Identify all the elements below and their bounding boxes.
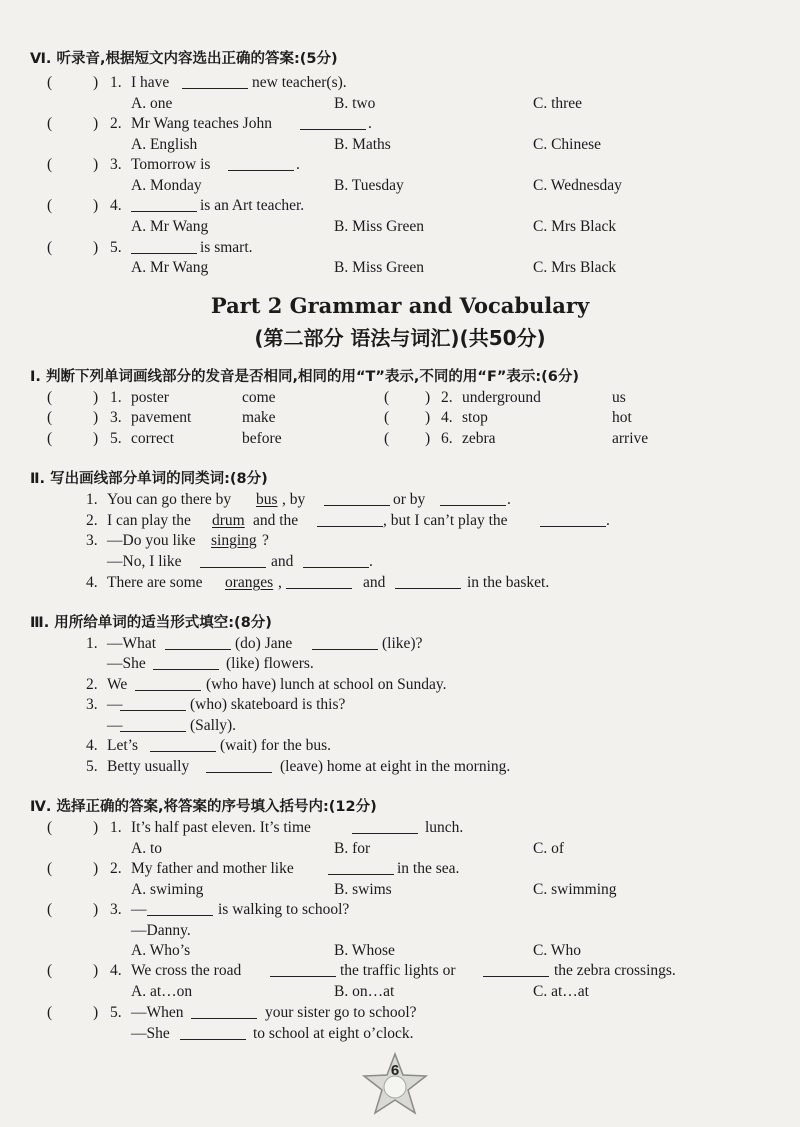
- answer-blank[interactable]: [303, 553, 369, 568]
- answer-blank[interactable]: [120, 717, 186, 732]
- s6-q3-options: A. Monday B. Tuesday C. Wednesday: [131, 177, 622, 194]
- s4-q1: ( ) 1. It’s half past eleven. It’s time lunch.: [47, 819, 464, 836]
- s4-q4-options: A. at…on B. on…at C. at…at: [131, 983, 589, 1000]
- s2-line-4: —No, I like and .: [107, 553, 373, 570]
- s2-line-1: 1. You can go there by bus , by or by .: [86, 491, 511, 508]
- answer-blank[interactable]: [182, 74, 248, 89]
- answer-blank[interactable]: [180, 1025, 246, 1040]
- answer-blank[interactable]: [200, 553, 266, 568]
- answer-blank[interactable]: [131, 197, 197, 212]
- s6-q5: ( ) 5. is smart.: [47, 239, 253, 256]
- s6-q2-options: A. English B. Maths C. Chinese: [131, 136, 602, 153]
- s2-line-2: 2. I can play the drum and the , but I can’t play the .: [86, 512, 610, 529]
- s1-row-3: ( ) 5. correct before ( ) 6. zebra arrive: [47, 430, 649, 447]
- answer-blank[interactable]: [165, 635, 231, 650]
- s6-q5-options: A. Mr Wang B. Miss Green C. Mrs Black: [131, 259, 617, 276]
- s3-line-3: 2. We (who have) lunch at school on Sunday.: [86, 676, 447, 693]
- answer-blank[interactable]: [191, 1004, 257, 1019]
- answer-blank[interactable]: [483, 962, 549, 977]
- s4-q3-reply: —Danny.: [131, 922, 191, 939]
- section-2-header: Ⅱ. 写出画线部分单词的同类词:(8分): [30, 471, 268, 487]
- s2-line-3: 3. —Do you like singing ?: [86, 532, 269, 549]
- s1-row-1: ( ) 1. poster come ( ) 2. underground us: [47, 389, 626, 406]
- s6-q1-options: A. one B. two C. three: [131, 95, 583, 112]
- s3-line-2: —She (like) flowers.: [107, 655, 314, 672]
- s6-q4: ( ) 4. is an Art teacher.: [47, 197, 305, 214]
- answer-blank[interactable]: [147, 901, 213, 916]
- answer-blank[interactable]: [131, 239, 197, 254]
- s3-line-7: 5. Betty usually (leave) home at eight in the morning.: [86, 758, 511, 775]
- answer-blank[interactable]: [150, 737, 216, 752]
- answer-blank[interactable]: [153, 655, 219, 670]
- s4-q4: ( ) 4. We cross the road the traffic lights or the zebra crossings.: [47, 962, 676, 979]
- answer-blank[interactable]: [206, 758, 272, 773]
- s4-q2: ( ) 2. My father and mother like in the sea.: [47, 860, 460, 877]
- s2-line-5: 4. There are some oranges , and in the basket.: [86, 574, 550, 591]
- s6-q2: ( ) 2. Mr Wang teaches John .: [47, 115, 372, 132]
- answer-blank[interactable]: [270, 962, 336, 977]
- page-number-star-icon: [360, 1050, 430, 1120]
- s3-line-1: 1. —What (do) Jane (like)?: [86, 635, 423, 652]
- section-6-header: Ⅵ. 听录音,根据短文内容选出正确的答案:(5分): [30, 51, 338, 67]
- s4-q5: ( ) 5. —When your sister go to school?: [47, 1004, 417, 1021]
- s4-q3-options: A. Who’s B. Whose C. Who: [131, 942, 581, 959]
- s4-q3: ( ) 3. — is walking to school?: [47, 901, 350, 918]
- answer-blank[interactable]: [395, 574, 461, 589]
- answer-blank[interactable]: [286, 574, 352, 589]
- part2-subtitle: (第二部分 语法与词汇)(共50分): [254, 326, 546, 350]
- section-3-header: Ⅲ. 用所给单词的适当形式填空:(8分): [30, 615, 272, 631]
- page-number: 6: [390, 1062, 400, 1079]
- s3-line-5: — (Sally).: [107, 717, 237, 734]
- answer-blank[interactable]: [324, 491, 390, 506]
- answer-blank[interactable]: [317, 512, 383, 527]
- answer-blank[interactable]: [135, 676, 201, 691]
- answer-blank[interactable]: [440, 491, 506, 506]
- answer-blank[interactable]: [540, 512, 606, 527]
- section-1-header: Ⅰ. 判断下列单词画线部分的发音是否相同,相同的用“T”表示,不同的用“F”表示:(6分): [30, 369, 580, 385]
- s4-q5-reply: —She to school at eight o’clock.: [131, 1025, 414, 1042]
- s4-q1-options: A. to B. for C. of: [131, 840, 564, 857]
- s1-row-2: ( ) 3. pavement make ( ) 4. stop hot: [47, 409, 632, 426]
- answer-blank[interactable]: [352, 819, 418, 834]
- answer-blank[interactable]: [120, 696, 186, 711]
- s3-line-4: 3. — (who) skateboard is this?: [86, 696, 346, 713]
- s6-q4-options: A. Mr Wang B. Miss Green C. Mrs Black: [131, 218, 617, 235]
- answer-blank[interactable]: [328, 860, 394, 875]
- part2-title: Part 2 Grammar and Vocabulary: [210, 293, 590, 318]
- s3-line-6: 4. Let’s (wait) for the bus.: [86, 737, 332, 754]
- s6-q3: ( ) 3. Tomorrow is .: [47, 156, 300, 173]
- s6-q1: ( ) 1. I have new teacher(s).: [47, 74, 347, 91]
- section-4-header: Ⅳ. 选择正确的答案,将答案的序号填入括号内:(12分): [30, 799, 377, 815]
- s4-q2-options: A. swiming B. swims C. swimming: [131, 881, 617, 898]
- answer-blank[interactable]: [300, 115, 366, 130]
- answer-blank[interactable]: [312, 635, 378, 650]
- answer-blank[interactable]: [228, 156, 294, 171]
